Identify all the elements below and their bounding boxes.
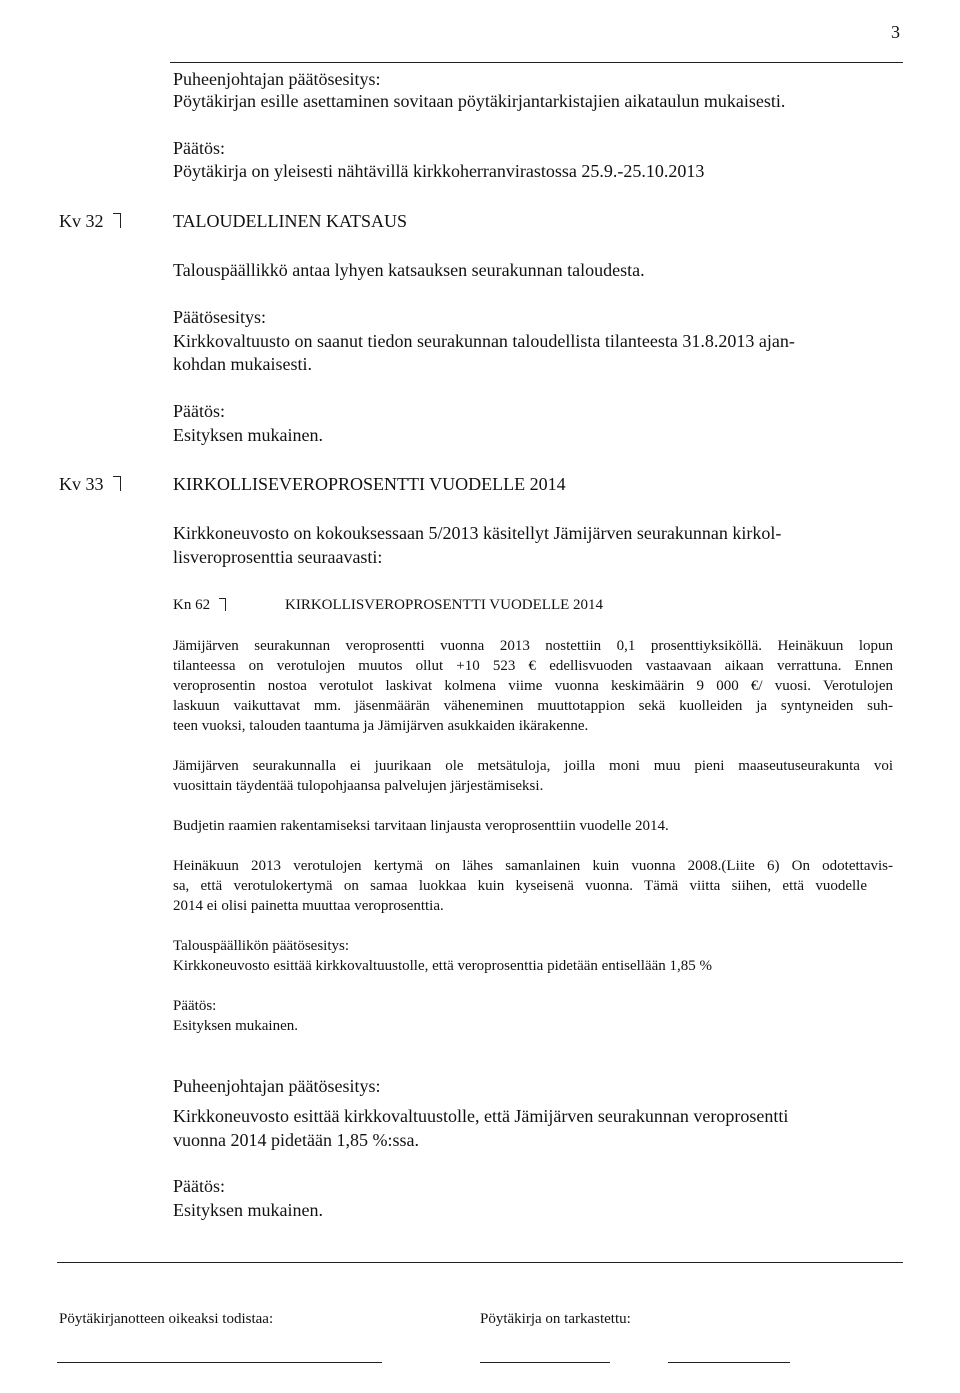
proposal-label: Päätösesitys:: [173, 307, 266, 327]
kn62-p2-line: vuosittain täydentää tulopohjaansa palvelujen järjestämiseksi.: [173, 778, 544, 794]
kn62-p2-line: Jämijärven seurakunnalla ei juurikaan ole metsätuloja, joilla moni muu pieni maaseutuseurakunta voi: [173, 758, 893, 774]
footer-checked-label: Pöytäkirja on tarkastettu:: [480, 1311, 631, 1327]
footer-rule: [57, 1262, 903, 1263]
chair-proposal-line-1: Kirkkoneuvosto esittää kirkkovaltuustolle, että Jämijärven seurakunnan veroprosentti: [173, 1106, 789, 1126]
section-number-kv32: Kv 32: [59, 211, 104, 231]
treasurer-proposal-text: Kirkkoneuvosto esittää kirkkovaltuustolle, että veroprosenttia pidetään entisellään 1,85 %: [173, 958, 713, 974]
decision-label: Päätös:: [173, 138, 225, 158]
decision-text: Esityksen mukainen.: [173, 1018, 298, 1034]
signature-line: [57, 1362, 382, 1363]
kn62-p1-line: veroprosentin nostoa verotulot laskivat kolmena viime vuonna keskimäärin 9 000 €/ vuosi. Verotulojen: [173, 678, 893, 694]
decision-text: Esityksen mukainen.: [173, 425, 323, 445]
decision-text: Pöytäkirja on yleisesti nähtävillä kirkkoherranvirastossa 25.9.-25.10.2013: [173, 161, 705, 181]
section-mark: [113, 476, 121, 491]
kn62-p4-line: Heinäkuun 2013 verotulojen kertymä on lähes samanlainen kuin vuonna 2008.(Liite 6) On odotettavis-: [173, 858, 893, 874]
decision-label: Päätös:: [173, 401, 225, 421]
kn62-p1-line: laskuun vaikuttavat mm. jäsenmäärän väheneminen muuttotappion sekä kuolleiden ja syntyneiden suh-: [173, 698, 893, 714]
signature-line: [480, 1362, 610, 1363]
chair-proposal-text: Pöytäkirjan esille asettaminen sovitaan pöytäkirjantarkistajien aikataulun mukaisesti.: [173, 91, 786, 111]
proposal-line-1: Kirkkovaltuusto on saanut tiedon seurakunnan taloudellista tilanteesta 31.8.2013 ajan-: [173, 331, 795, 351]
kn62-p4-line: sa, että verotulokertymä on samaa luokkaa kuin kyseisenä vuonna. Tämä viitta siihen, että vuodelle: [173, 878, 867, 894]
kn62-p3: Budjetin raamien rakentamiseksi tarvitaan linjausta veroprosenttiin vuodelle 2014.: [173, 818, 669, 834]
subsection-number-kn62: Kn 62: [173, 597, 211, 613]
chair-proposal-line-2: vuonna 2014 pidetään 1,85 %:ssa.: [173, 1130, 419, 1150]
section-mark: [219, 598, 226, 611]
kn62-p1-line: Jämijärven seurakunnan veroprosentti vuonna 2013 nostettiin 0,1 prosenttiyksiköllä. Heinäkuun lopun: [173, 638, 893, 654]
section-title-kv33: KIRKOLLISEVEROPROSENTTI VUODELLE 2014: [173, 474, 566, 494]
kv32-intro: Talouspäällikkö antaa lyhyen katsauksen seurakunnan taloudesta.: [173, 260, 645, 280]
decision-label: Päätös:: [173, 1176, 225, 1196]
subsection-title-kn62: KIRKOLLISVEROPROSENTTI VUODELLE 2014: [285, 597, 604, 613]
treasurer-proposal-label: Talouspäällikön päätösesitys:: [173, 938, 350, 954]
chair-proposal-label: Puheenjohtajan päätösesitys:: [173, 1076, 381, 1096]
section-number-kv33: Kv 33: [59, 474, 104, 494]
kn62-p1-line: tilanteessa on verotulojen muutos ollut +10 523 € edellisvuoden vastaavaan aikaan verrattuna. Ennen: [173, 658, 893, 674]
page-number: 3: [891, 22, 900, 42]
header-rule: [170, 62, 903, 63]
chair-proposal-label: Puheenjohtajan päätösesitys:: [173, 69, 381, 89]
decision-label: Päätös:: [173, 998, 217, 1014]
kn62-p4-line: 2014 ei olisi painetta muuttaa veroprosenttia.: [173, 898, 444, 914]
footer-certified-label: Pöytäkirjanotteen oikeaksi todistaa:: [59, 1311, 274, 1327]
signature-line: [668, 1362, 790, 1363]
section-mark: [113, 213, 121, 228]
section-title-kv32: TALOUDELLINEN KATSAUS: [173, 211, 408, 231]
kn62-p1-line: teen vuoksi, talouden taantuma ja Jämijärven asukkaiden ikärakenne.: [173, 718, 589, 734]
decision-text: Esityksen mukainen.: [173, 1200, 323, 1220]
proposal-line-2: kohdan mukaisesti.: [173, 354, 312, 374]
kv33-intro-line-2: lisveroprosenttia seuraavasti:: [173, 547, 383, 567]
kv33-intro-line-1: Kirkkoneuvosto on kokouksessaan 5/2013 käsitellyt Jämijärven seurakunnan kirkol-: [173, 523, 782, 543]
